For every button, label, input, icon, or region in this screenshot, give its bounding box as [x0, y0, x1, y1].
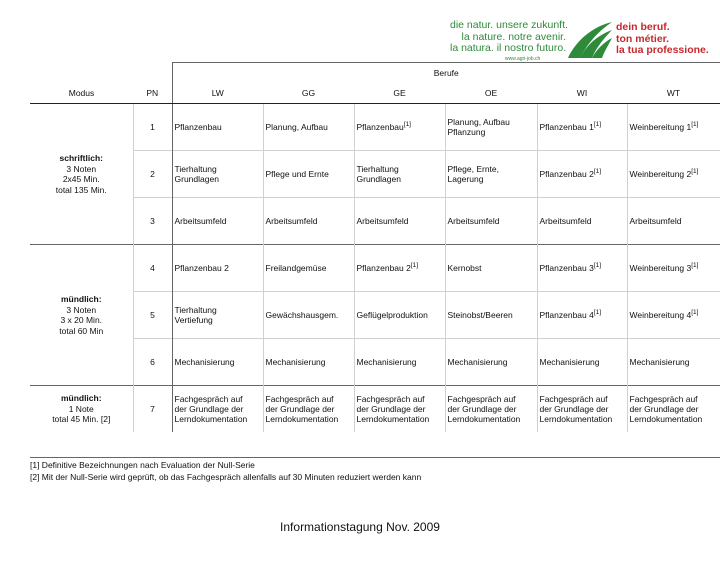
cell-text: Arbeitsumfeld — [174, 216, 227, 226]
cell-text: Planung, Aufbau Pflanzung — [447, 117, 510, 137]
slogan-it: la natura. il nostro futuro. — [450, 42, 567, 54]
cell-text: Steinobst/Beeren — [447, 310, 513, 320]
cell-wt — [627, 104, 720, 151]
footnotes — [30, 457, 720, 483]
cell-lw — [172, 151, 263, 198]
logo-slogan — [450, 20, 566, 55]
cell-text: Pflege, Ernte, Lagerung — [447, 164, 500, 184]
cell-wi — [537, 245, 627, 292]
exam-table — [30, 62, 720, 432]
pn-cell: 2 — [133, 151, 172, 198]
modus-cell — [30, 245, 133, 386]
cell-gg — [263, 339, 354, 386]
col-lw: LW — [172, 82, 263, 104]
cell-text: Pflanzenbau — [356, 122, 404, 132]
modus-line: total 60 Min — [59, 325, 104, 336]
footnote-ref: [1] — [593, 309, 602, 317]
footnote-ref: [1] — [691, 262, 699, 270]
modus-line: 3 x 20 Min. — [60, 315, 103, 325]
col-oe: OE — [445, 82, 537, 104]
cell-text: Fachgespräch auf der Grundlage der Lerndokumentation — [174, 394, 248, 424]
cell-ge — [354, 151, 445, 198]
cell-text: Weinbereitung 4 — [629, 310, 692, 320]
footnote-ref: [1] — [691, 168, 699, 176]
modus-title: schriftlich: — [59, 153, 103, 163]
table-row — [30, 386, 720, 433]
modus-cell — [30, 104, 133, 245]
cell-text: Pflanzenbau 2 — [356, 263, 411, 273]
col-pn: PN — [133, 82, 172, 104]
cell-gg — [263, 245, 354, 292]
modus-line: 3 Noten — [66, 304, 97, 315]
footnote-ref: [1] — [410, 262, 419, 270]
modus-line: 3 Noten — [66, 163, 97, 174]
profession-fr: ton métier. — [616, 32, 670, 45]
col-wi: WI — [537, 82, 627, 104]
logo-swoosh-icon — [566, 20, 614, 60]
cell-text: Pflanzenbau 1 — [539, 122, 594, 132]
footnote-2: [2] Mit der Null-Serie wird geprüft, ob das Fachgespräch allenfalls auf 30 Minuten reduziert werden kann — [30, 472, 422, 482]
table-row — [30, 104, 720, 151]
cell-text: Mechanisierung — [265, 357, 326, 367]
cell-wi — [537, 198, 627, 245]
cell-oe — [445, 198, 537, 245]
cell-wt — [627, 292, 720, 339]
cell-text: Mechanisierung — [539, 357, 600, 367]
cell-text: Tierhaltung Grundlagen — [174, 164, 219, 184]
modus-line: total 135 Min. — [55, 184, 107, 195]
cell-wi — [537, 104, 627, 151]
cell-text: Tierhaltung Vertiefung — [174, 305, 217, 325]
cell-oe — [445, 151, 537, 198]
cell-text: Pflanzenbau 2 — [174, 263, 229, 273]
modus-line: 1 Note — [68, 403, 94, 414]
cell-text: Arbeitsumfeld — [629, 216, 682, 226]
modus-line: total 45 Min. [2] — [52, 414, 111, 425]
footnote-1: [1] Definitive Bezeichnungen nach Evaluation der Null-Serie — [30, 460, 255, 470]
cell-oe — [445, 386, 537, 433]
footnote-ref: [1] — [403, 121, 411, 129]
slogan-de: die natur. unsere zukunft. — [450, 19, 568, 31]
pn-cell: 5 — [133, 292, 172, 339]
cell-gg — [263, 198, 354, 245]
cell-text: Weinbereitung 2 — [629, 169, 692, 179]
cell-wt — [627, 339, 720, 386]
pn-cell: 1 — [133, 104, 172, 151]
cell-text: Arbeitsumfeld — [265, 216, 318, 226]
cell-wi — [537, 386, 627, 433]
cell-text: Fachgespräch auf der Grundlage der Lerndokumentation — [356, 394, 430, 424]
table-row — [30, 151, 720, 198]
cell-text: Geflügelproduktion — [356, 310, 428, 320]
cell-wt — [627, 198, 720, 245]
cell-wi — [537, 339, 627, 386]
profession-it: la tua professione. — [616, 44, 709, 56]
cell-oe — [445, 292, 537, 339]
cell-text: Pflanzenbau 4 — [539, 310, 594, 320]
cell-text: Mechanisierung — [174, 357, 235, 367]
pn-cell: 6 — [133, 339, 172, 386]
cell-text: Arbeitsumfeld — [356, 216, 409, 226]
pn-cell: 3 — [133, 198, 172, 245]
cell-text: Planung, Aufbau — [265, 122, 328, 132]
table-row — [30, 292, 720, 339]
profession-de: dein beruf. — [616, 21, 670, 33]
cell-text: Gewächshausgem. — [265, 310, 339, 320]
cell-wi — [537, 292, 627, 339]
cell-lw — [172, 386, 263, 433]
cell-lw — [172, 292, 263, 339]
cell-text: Kernobst — [447, 263, 482, 273]
cell-ge — [354, 198, 445, 245]
cell-wt — [627, 245, 720, 292]
logo-profession — [616, 22, 709, 57]
cell-ge — [354, 104, 445, 151]
cell-gg — [263, 292, 354, 339]
col-wt: WT — [627, 82, 720, 104]
cell-text: Arbeitsumfeld — [539, 216, 592, 226]
table-row — [30, 339, 720, 386]
cell-wt — [627, 386, 720, 433]
footnote-ref: [1] — [593, 121, 602, 129]
cell-text: Pflanzenbau 3 — [539, 263, 594, 273]
cell-lw — [172, 339, 263, 386]
cell-wt — [627, 151, 720, 198]
cell-text: Fachgespräch auf der Grundlage der Lerndokumentation — [629, 394, 703, 424]
cell-gg — [263, 104, 354, 151]
col-ge: GE — [354, 82, 445, 104]
footnote-ref: [1] — [691, 309, 699, 317]
table-row — [30, 198, 720, 245]
footnote-ref: [1] — [593, 168, 602, 176]
cell-text: Fachgespräch auf der Grundlage der Lerndokumentation — [539, 394, 613, 424]
modus-title: mündlich: — [60, 294, 102, 304]
cell-text: Fachgespräch auf der Grundlage der Lerndokumentation — [265, 394, 339, 424]
cell-text: Arbeitsumfeld — [447, 216, 500, 226]
cell-oe — [445, 245, 537, 292]
pn-cell: 7 — [133, 386, 172, 433]
cell-ge — [354, 245, 445, 292]
cell-lw — [172, 198, 263, 245]
cell-text: Freilandgemüse — [265, 263, 327, 273]
modus-line: 2x45 Min. — [62, 174, 100, 184]
cell-wi — [537, 151, 627, 198]
col-gg: GG — [263, 82, 354, 104]
logo-url: www.agri-job.ch — [505, 56, 541, 62]
slogan-fr: la nature. notre avenir. — [461, 30, 566, 43]
cell-ge — [354, 386, 445, 433]
modus-cell — [30, 386, 133, 433]
col-modus: Modus — [30, 82, 133, 104]
cell-text: Mechanisierung — [356, 357, 417, 367]
cell-oe — [445, 104, 537, 151]
cell-text: Pflege und Ernte — [265, 169, 329, 179]
cell-lw — [172, 245, 263, 292]
cell-text: Tierhaltung Grundlagen — [356, 164, 401, 184]
table-row — [30, 245, 720, 292]
cell-gg — [263, 151, 354, 198]
cell-lw — [172, 104, 263, 151]
cell-text: Pflanzenbau — [174, 122, 222, 132]
column-header-row — [30, 82, 720, 104]
berufe-header: Berufe — [172, 63, 720, 83]
footnote-ref: [1] — [691, 121, 699, 129]
cell-ge — [354, 339, 445, 386]
modus-title: mündlich: — [60, 393, 102, 404]
cell-text: Mechanisierung — [629, 357, 690, 367]
cell-gg — [263, 386, 354, 433]
footnote-ref: [1] — [593, 262, 602, 270]
cell-ge — [354, 292, 445, 339]
pn-cell: 4 — [133, 245, 172, 292]
cell-text: Pflanzenbau 2 — [539, 169, 594, 179]
page-footer: Informationstagung Nov. 2009 — [280, 520, 440, 534]
cell-text: Fachgespräch auf der Grundlage der Lerndokumentation — [447, 394, 521, 424]
cell-oe — [445, 339, 537, 386]
cell-text: Weinbereitung 3 — [629, 263, 692, 273]
cell-text: Mechanisierung — [447, 357, 508, 367]
cell-text: Weinbereitung 1 — [629, 122, 692, 132]
